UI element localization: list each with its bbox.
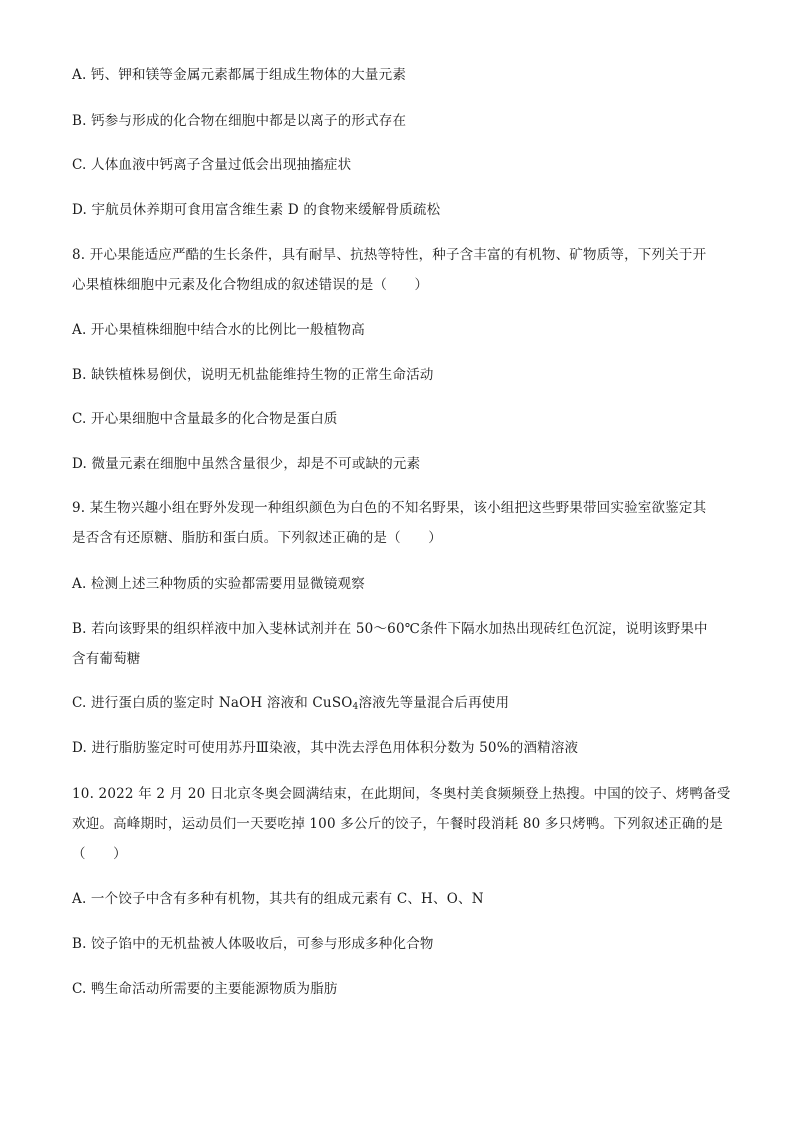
- q9-option-b-line1: B. 若向该野果的组织样液中加入斐林试剂并在 50～60℃条件下隔水加热出现砖红色沉淀，说明该野果中: [72, 621, 708, 637]
- q8-stem-line2: 心果植株细胞中元素及化合物组成的叙述错误的是（ ）: [72, 277, 429, 293]
- q10-stem-line3: （ ）: [72, 846, 127, 862]
- q10-option-a: A. 一个饺子中含有多种有机物，其共有的组成元素有 C、H、O、N: [72, 891, 484, 907]
- q9-option-c-subscript: 4: [352, 702, 359, 712]
- q10-option-b: B. 饺子馅中的无机盐被人体吸收后，可参与形成多种化合物: [72, 936, 434, 952]
- q8-stem-line1: 8. 开心果能适应严酷的生长条件，具有耐旱、抗热等特性，种子含丰富的有机物、矿物质等，下列关于开: [72, 247, 707, 263]
- q10-option-c: C. 鸭生命活动所需要的主要能源物质为脂肪: [72, 981, 338, 997]
- q7-option-d: D. 宇航员休养期可食用富含维生素 D 的食物来缓解骨质疏松: [72, 202, 441, 218]
- q9-option-c: [72, 694, 509, 712]
- q9-stem-line1: 9. 某生物兴趣小组在野外发现一种组织颜色为白色的不知名野果，该小组把这些野果带回实验室欲鉴定其: [72, 500, 707, 516]
- q8-option-a: A. 开心果植株细胞中结合水的比例比一般植物高: [72, 322, 365, 338]
- q8-option-d: D. 微量元素在细胞中虽然含量很少，却是不可或缺的元素: [72, 456, 421, 472]
- q9-option-c-text-post: 溶液先等量混合后再使用: [358, 695, 510, 711]
- q7-option-c: C. 人体血液中钙离子含量过低会出现抽搐症状: [72, 157, 352, 173]
- q9-stem-line2: 是否含有还原糖、脂肪和蛋白质。下列叙述正确的是（ ）: [72, 530, 442, 546]
- q9-option-a: A. 检测上述三种物质的实验都需要用显微镜观察: [72, 576, 365, 592]
- q9-option-d: D. 进行脂肪鉴定时可使用苏丹Ⅲ染液，其中洗去浮色用体积分数为 50%的酒精溶液: [72, 740, 579, 756]
- q7-option-a: A. 钙、钾和镁等金属元素都属于组成生物体的大量元素: [72, 67, 407, 83]
- q10-stem-line1: 10. 2022 年 2 月 20 日北京冬奥会圆满结束，在此期间，冬奥村美食频频登上热搜。中国的饺子、烤鸭备受: [72, 786, 731, 802]
- q9-option-c-text-pre: C. 进行蛋白质的鉴定时 NaOH 溶液和 CuSO: [72, 695, 353, 711]
- q9-option-b-line2: 含有葡萄糖: [72, 651, 141, 667]
- q7-option-b: B. 钙参与形成的化合物在细胞中都是以离子的形式存在: [72, 113, 407, 129]
- q8-option-b: B. 缺铁植株易倒伏，说明无机盐能维持生物的正常生命活动: [72, 367, 434, 383]
- q10-stem-line2: 欢迎。高峰期时，运动员们一天要吃掉 100 多公斤的饺子，午餐时段消耗 80 多只烤鸭。下列叙述正确的是: [72, 816, 724, 832]
- q8-option-c: C. 开心果细胞中含量最多的化合物是蛋白质: [72, 411, 338, 427]
